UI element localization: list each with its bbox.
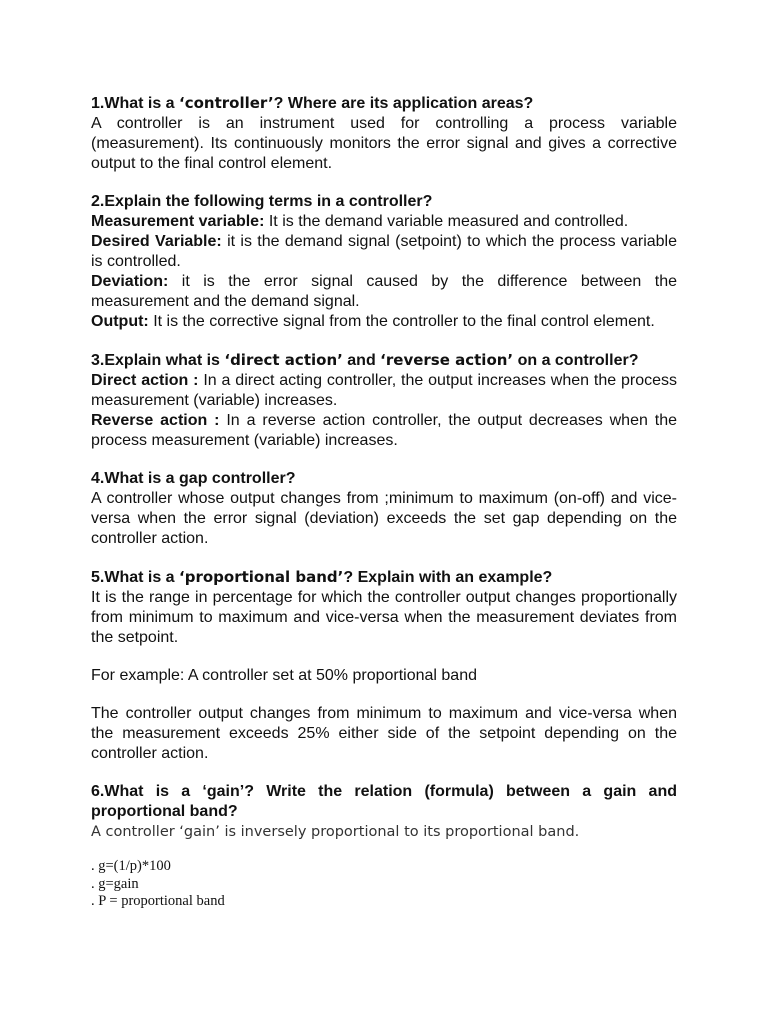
question-6-title: 6.What is a ‘gain’? Write the relation (formula) between a gain and proportional band? [91, 783, 677, 820]
question-5-title [91, 567, 677, 588]
direct-action-label: Direct action : [91, 372, 199, 389]
reverse-action-label: Reverse action : [91, 412, 220, 429]
term-label: Output: [91, 313, 149, 330]
question-5 [91, 567, 677, 764]
term-desired-variable [91, 232, 677, 272]
question-3-title-term-2: ‘reverse action’ [380, 351, 514, 369]
question-5-example-answer: The controller output changes from minimum to maximum and vice-versa when the measurement exceeds 25% either side of the setpoint depending on the controller action. [91, 705, 677, 762]
question-6 [91, 782, 677, 911]
term-label: Measurement variable: [91, 213, 265, 230]
formula-line: . P = proportional band [91, 893, 225, 909]
formula-line: . g=gain [91, 875, 139, 892]
term-definition: it is the demand signal (setpoint) to which the process variable is controlled. [91, 233, 678, 270]
question-1-title-post: ? Where are its application areas? [273, 95, 534, 112]
question-4-answer: A controller whose output changes from ;minimum to maximum (on-off) and vice-versa when the error signal (deviation) exceeds the set gap depending on the controller action. [91, 490, 677, 547]
term-definition: it is the error signal caused by the difference between the measurement and the demand signal. [91, 273, 677, 310]
reverse-action-definition [91, 411, 677, 451]
question-1 [91, 93, 677, 174]
question-3-title-post: on a controller? [513, 352, 639, 369]
question-5-title-pre: 5.What is a [91, 569, 180, 586]
direct-action-text: In a direct acting controller, the output increases when the process measurement (variable) increases. [91, 372, 678, 409]
question-6-answer: A controller ‘gain’ is inversely proportional to its proportional band. [91, 824, 580, 840]
question-1-answer: A controller is an instrument used for controlling a process variable (measurement). Its continuously monitors the error signal and gives a corrective output to the final control element. [91, 115, 677, 172]
question-2 [91, 192, 677, 332]
question-3-title [91, 350, 677, 371]
question-3-title-pre: 3.Explain what is [91, 352, 225, 369]
question-3-title-term-1: ‘direct action’ [224, 351, 343, 369]
question-2-title: 2.Explain the following terms in a controller? [91, 193, 433, 210]
question-4 [91, 469, 677, 549]
question-5-example: For example: A controller set at 50% proportional band [91, 667, 477, 684]
term-measurement-variable [91, 212, 677, 232]
question-5-title-term: ‘proportional band’ [179, 568, 344, 586]
formula-line: . g=(1/p)*100 [91, 858, 171, 874]
question-3 [91, 350, 677, 451]
reverse-action-text: In a reverse action controller, the output decreases when the process measurement (variable) increases. [91, 412, 677, 449]
term-definition: It is the demand variable measured and controlled. [264, 213, 629, 230]
question-1-title [91, 93, 677, 114]
direct-action-definition [91, 371, 677, 411]
term-definition: It is the corrective signal from the controller to the final control element. [148, 313, 655, 330]
term-label: Desired Variable: [91, 233, 222, 250]
question-5-title-post: ? Explain with an example? [343, 569, 553, 586]
question-3-title-mid: and [342, 352, 381, 369]
question-4-title: 4.What is a gap controller? [91, 470, 296, 487]
document-content [91, 93, 677, 911]
question-1-title-pre: 1.What is a [91, 95, 180, 112]
question-5-answer: It is the range in percentage for which the controller output changes proportionally from minimum to maximum and vice-versa when the measurement deviates from the setpoint. [91, 589, 677, 646]
term-label: Deviation: [91, 273, 169, 290]
term-deviation [91, 272, 677, 312]
term-output [91, 312, 677, 332]
question-1-title-term: ‘controller’ [179, 94, 274, 112]
